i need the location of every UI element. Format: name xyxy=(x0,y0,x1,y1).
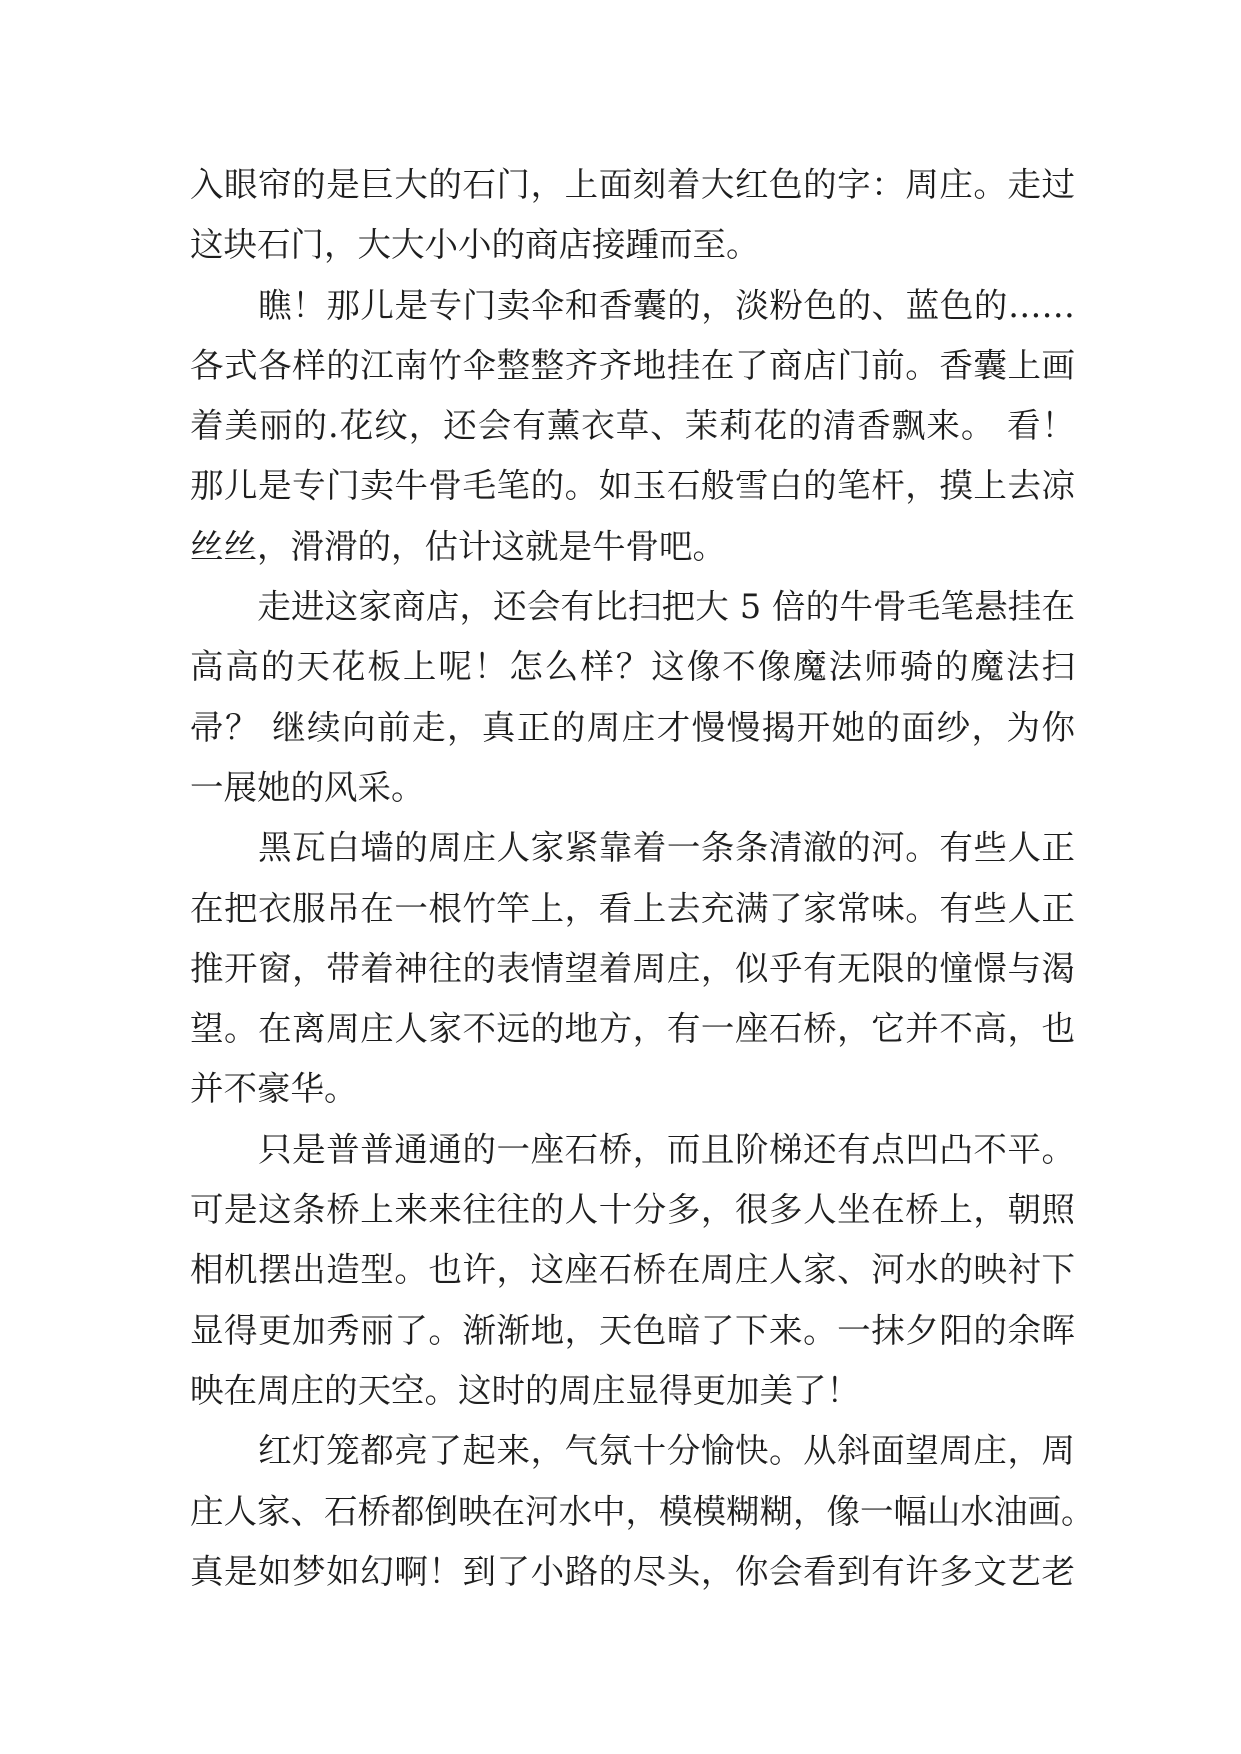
text-line: 那儿是专门卖牛骨毛笔的。如玉石般雪白的笔杆，摸上去凉 xyxy=(190,466,1075,506)
text-line: 可是这条桥上来来往往的人十分多，很多人坐在桥上，朝照 xyxy=(190,1190,1075,1230)
text-line: 丝丝，滑滑的，估计这就是牛骨吧。 xyxy=(190,526,726,566)
text-line: 入眼帘的是巨大的石门，上面刻着大红色的字：周庄。走过 xyxy=(190,165,1075,204)
text-line: 相机摆出造型。也许，这座石桥在周庄人家、河水的映衬下 xyxy=(190,1250,1075,1290)
text-line: 着美丽的.花纹，还会有薰衣草、茉莉花的清香飘来。 看！ xyxy=(190,406,1075,446)
text-line: 推开窗，带着神往的表情望着周庄，似乎有无限的憧憬与渴 xyxy=(190,948,1075,988)
text-line: 望。在离周庄人家不远的地方，有一座石桥，它并不高，也 xyxy=(190,1009,1075,1049)
text-line: 走进这家商店，还会有比扫把大 5 倍的牛骨毛笔悬挂在 xyxy=(190,587,1075,627)
text-line: 只是普普通通的一座石桥，而且阶梯还有点凹凸不平。 xyxy=(190,1129,1075,1169)
text-line: 这块石门，大大小小的商店接踵而至。 xyxy=(190,225,760,265)
text-line: 帚？ 继续向前走，真正的周庄才慢慢揭开她的面纱，为你 xyxy=(190,707,1075,747)
text-line: 黑瓦白墙的周庄人家紧靠着一条条清澈的河。有些人正 xyxy=(190,828,1075,868)
body-text xyxy=(190,155,1095,1602)
text-line: 庄人家、石桥都倒映在河水中，模模糊糊，像一幅山水油画。 xyxy=(190,1491,1095,1531)
text-line: 各式各样的江南竹伞整整齐齐地挂在了商店门前。香囊上画 xyxy=(190,345,1075,385)
text-line: 瞧！那儿是专门卖伞和香囊的，淡粉色的、蓝色的…… xyxy=(190,285,1075,325)
text-line: 真是如梦如幻啊！到了小路的尽头，你会看到有许多文艺老 xyxy=(190,1551,1075,1591)
text-line: 映在周庄的天空。这时的周庄显得更加美了！ xyxy=(190,1370,860,1410)
text-line: 显得更加秀丽了。渐渐地，天色暗了下来。一抹夕阳的余晖 xyxy=(190,1310,1075,1350)
text-line: 并不豪华。 xyxy=(190,1069,358,1109)
text-line: 高高的天花板上呢！怎么样？这像不像魔法师骑的魔法扫 xyxy=(190,647,1075,687)
text-line: 红灯笼都亮了起来，气氛十分愉快。从斜面望周庄，周 xyxy=(190,1431,1075,1471)
text-line: 在把衣服吊在一根竹竿上，看上去充满了家常味。有些人正 xyxy=(190,888,1075,928)
text-line: 一展她的风采。 xyxy=(190,767,425,807)
